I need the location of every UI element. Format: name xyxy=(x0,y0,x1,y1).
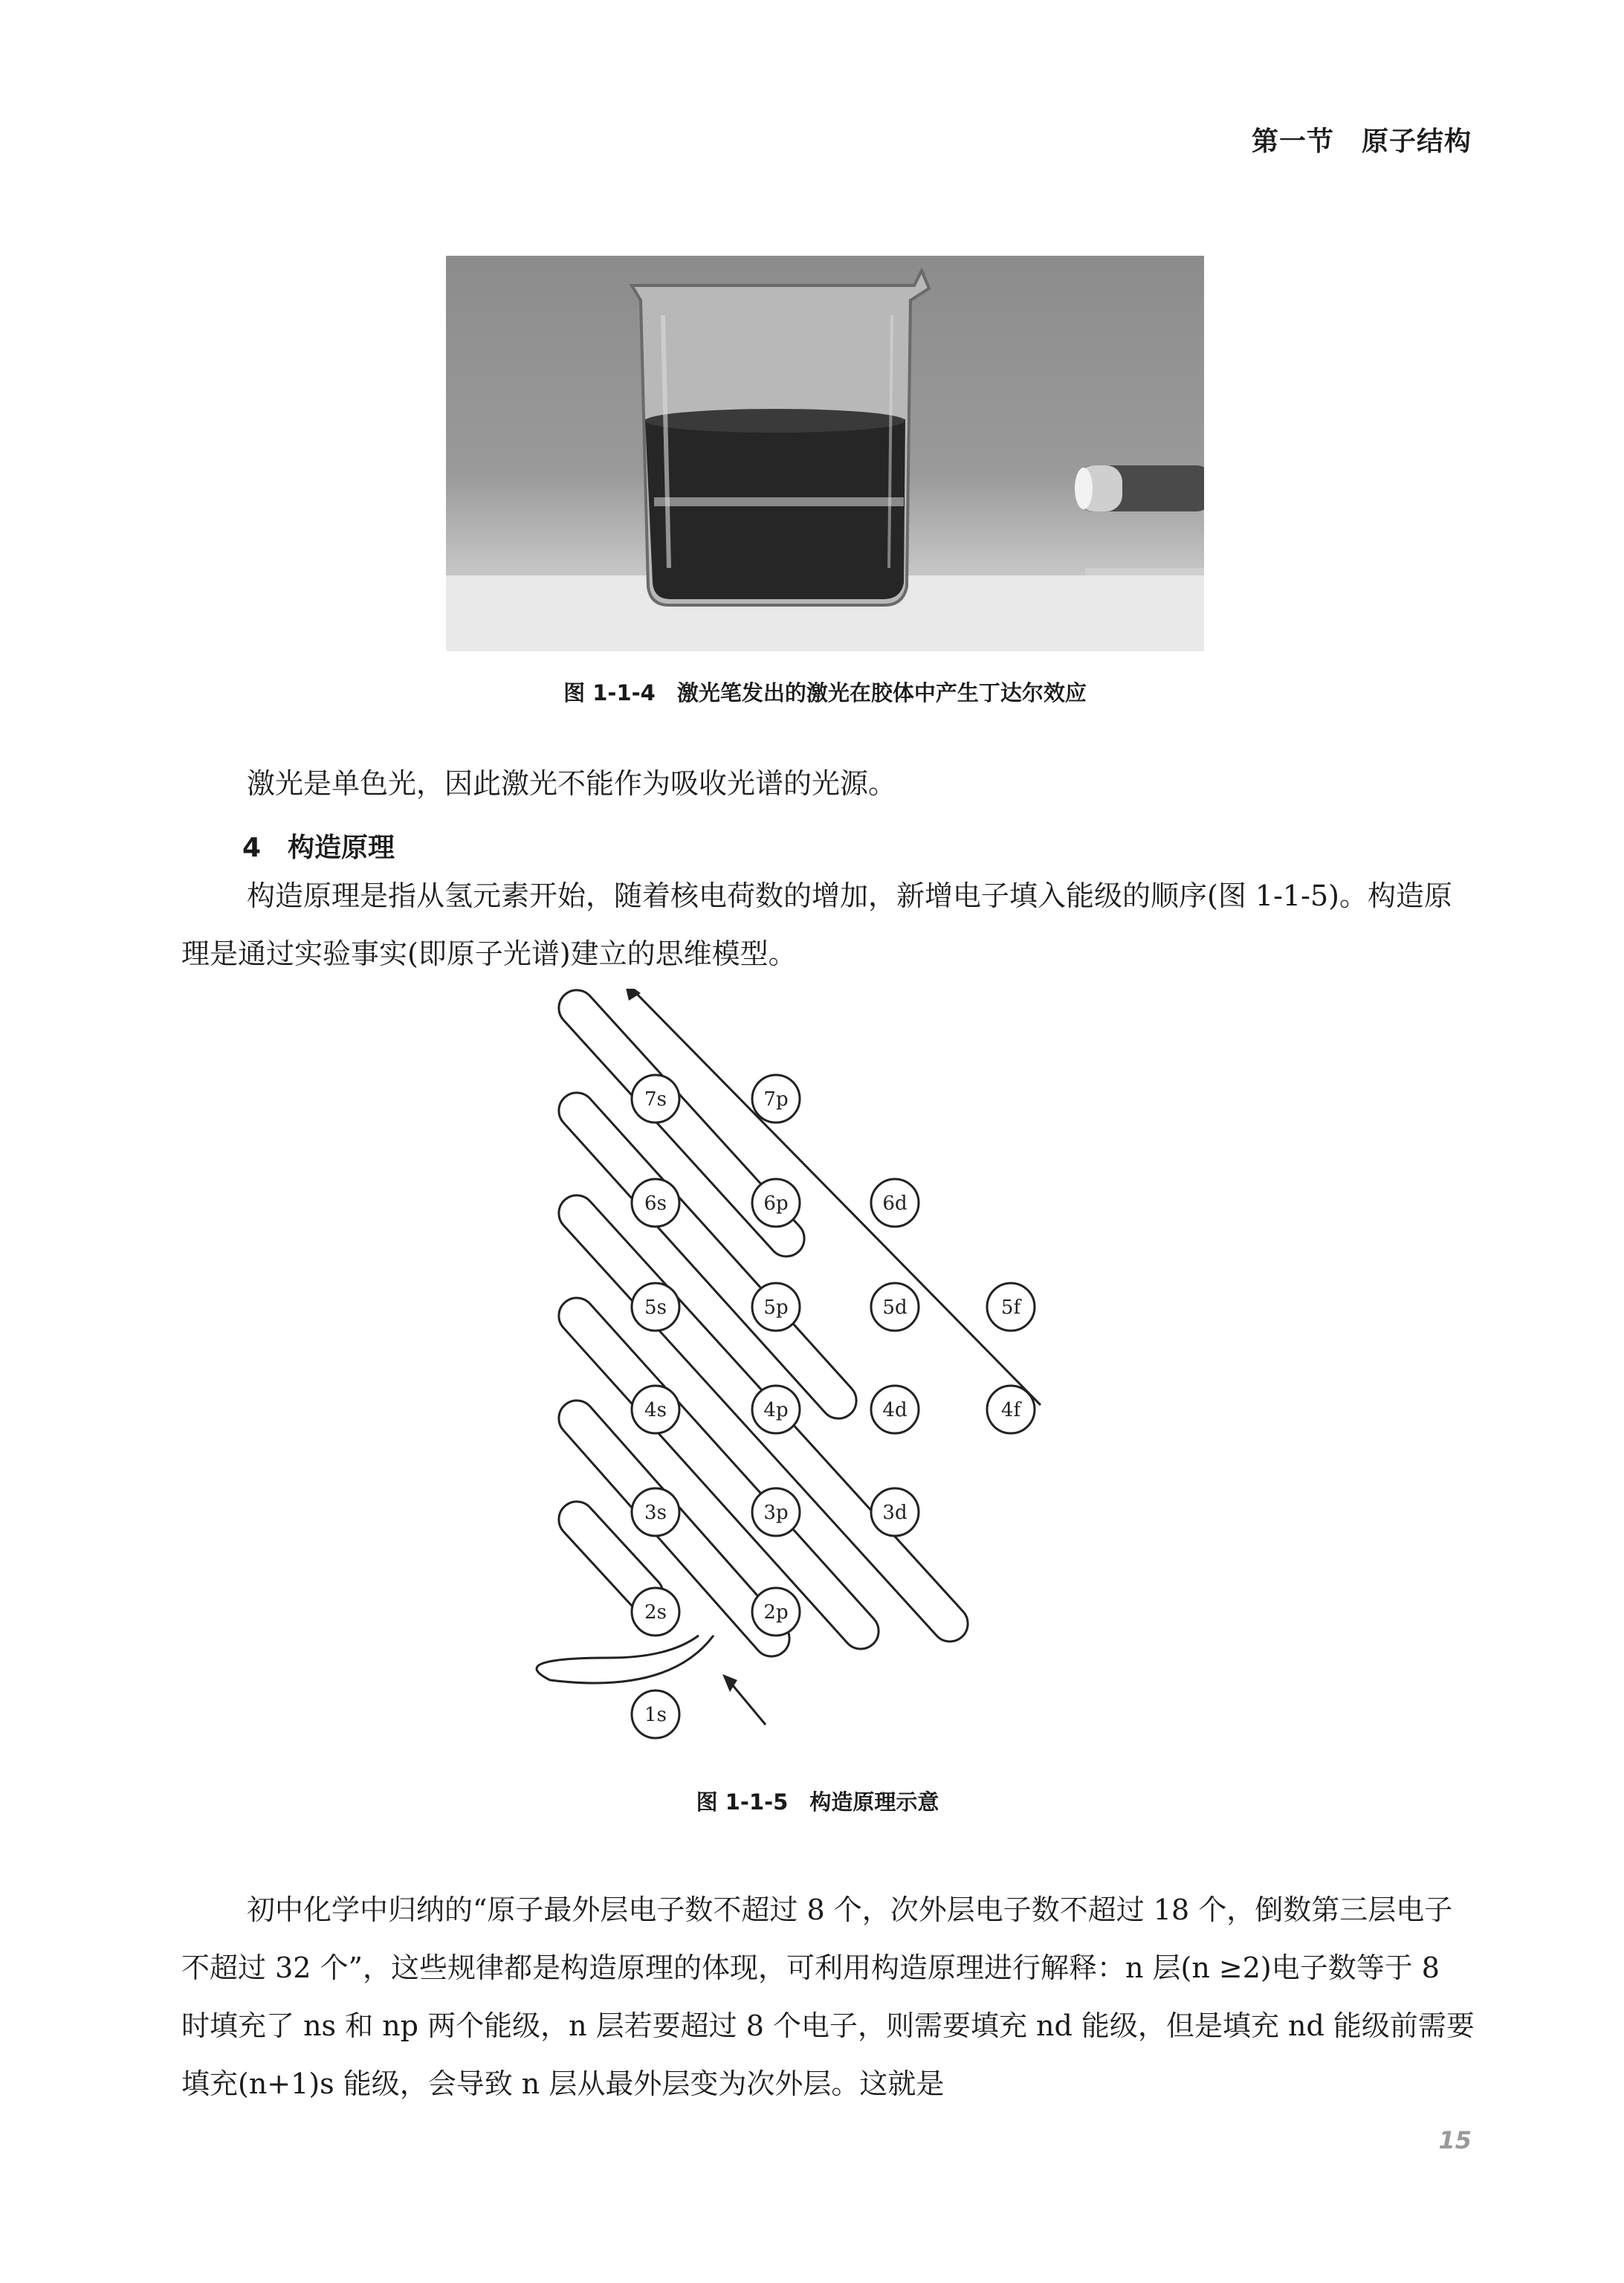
explanation-paragraph: 初中化学中归纳的“原子最外层电子数不超过 8 个，次外层电子数不超过 18 个，倒数第三层电子不超过 32 个”，这些规律都是构造原理的体现，可利用构造原理进行解释：n 层(n ≥2)电子数等于 8 时填充了 ns 和 np 两个能级，n 层若要超过 8 个电子，则需要填充 nd 能级，但是填充 nd 能级前需要填充(n+1)s 能级，会导致 n 层从最外层变为次外层。这就是 xyxy=(181,1893,1475,2100)
svg-text:5p: 5p xyxy=(763,1297,789,1319)
orbital-5f xyxy=(987,1283,1035,1331)
orbital-7p xyxy=(752,1075,800,1123)
aufbau-intro-paragraph: 构造原理是指从氢元素开始，随着核电荷数的增加，新增电子填入能级的顺序(图 1-1-5)。构造原理是通过实验事实(即原子光谱)建立的思维模型。 xyxy=(181,879,1452,970)
running-header: 第一节 原子结构 xyxy=(1251,126,1472,157)
svg-text:7p: 7p xyxy=(763,1088,789,1111)
orbital-4s xyxy=(632,1386,679,1433)
orbital-3d xyxy=(871,1488,919,1536)
orbital-6d xyxy=(871,1179,919,1227)
figure-1-1-4-caption: 图 1-1-4 激光笔发出的激光在胶体中产生丁达尔效应 xyxy=(563,680,1087,705)
svg-text:2p: 2p xyxy=(763,1601,789,1624)
svg-text:3s: 3s xyxy=(644,1502,667,1524)
svg-text:4s: 4s xyxy=(644,1399,667,1421)
orbital-2p xyxy=(752,1588,800,1635)
svg-text:6p: 6p xyxy=(763,1192,789,1215)
orbital-4d xyxy=(871,1386,919,1433)
svg-text:7s: 7s xyxy=(644,1088,667,1111)
exit-arrow-icon xyxy=(624,989,641,1001)
svg-text:6d: 6d xyxy=(882,1192,908,1215)
svg-text:5s: 5s xyxy=(644,1297,667,1319)
svg-text:6s: 6s xyxy=(644,1192,667,1215)
laser-note-paragraph: 激光是单色光，因此激光不能作为吸收光谱的光源。 xyxy=(247,767,897,800)
orbital-6p xyxy=(752,1179,800,1227)
aufbau-diagram xyxy=(520,989,1115,1769)
orbital-4p xyxy=(752,1386,800,1433)
beaker-laser-photo xyxy=(446,256,1204,651)
orbital-7s xyxy=(632,1075,679,1123)
orbital-5p xyxy=(752,1283,800,1331)
svg-text:1s: 1s xyxy=(644,1704,667,1726)
figure-1-1-5-caption: 图 1-1-5 构造原理示意 xyxy=(696,1789,939,1815)
svg-text:5d: 5d xyxy=(882,1297,908,1319)
svg-text:5f: 5f xyxy=(1000,1297,1021,1319)
orbital-5s xyxy=(632,1283,679,1331)
orbital-2s xyxy=(632,1588,679,1635)
svg-text:4d: 4d xyxy=(882,1399,908,1421)
section-heading: 4 构造原理 xyxy=(242,833,395,863)
orbital-3s xyxy=(632,1488,679,1536)
svg-text:3p: 3p xyxy=(763,1502,789,1524)
svg-text:3d: 3d xyxy=(882,1502,908,1524)
orbital-6s xyxy=(632,1179,679,1227)
orbital-3p xyxy=(752,1488,800,1536)
svg-text:4p: 4p xyxy=(763,1399,789,1421)
page-number: 15 xyxy=(1438,2126,1472,2154)
orbital-5d xyxy=(871,1283,919,1331)
svg-text:4f: 4f xyxy=(1000,1399,1021,1421)
svg-text:2s: 2s xyxy=(644,1601,667,1624)
orbital-4f xyxy=(987,1386,1035,1433)
orbital-1s xyxy=(632,1691,679,1738)
